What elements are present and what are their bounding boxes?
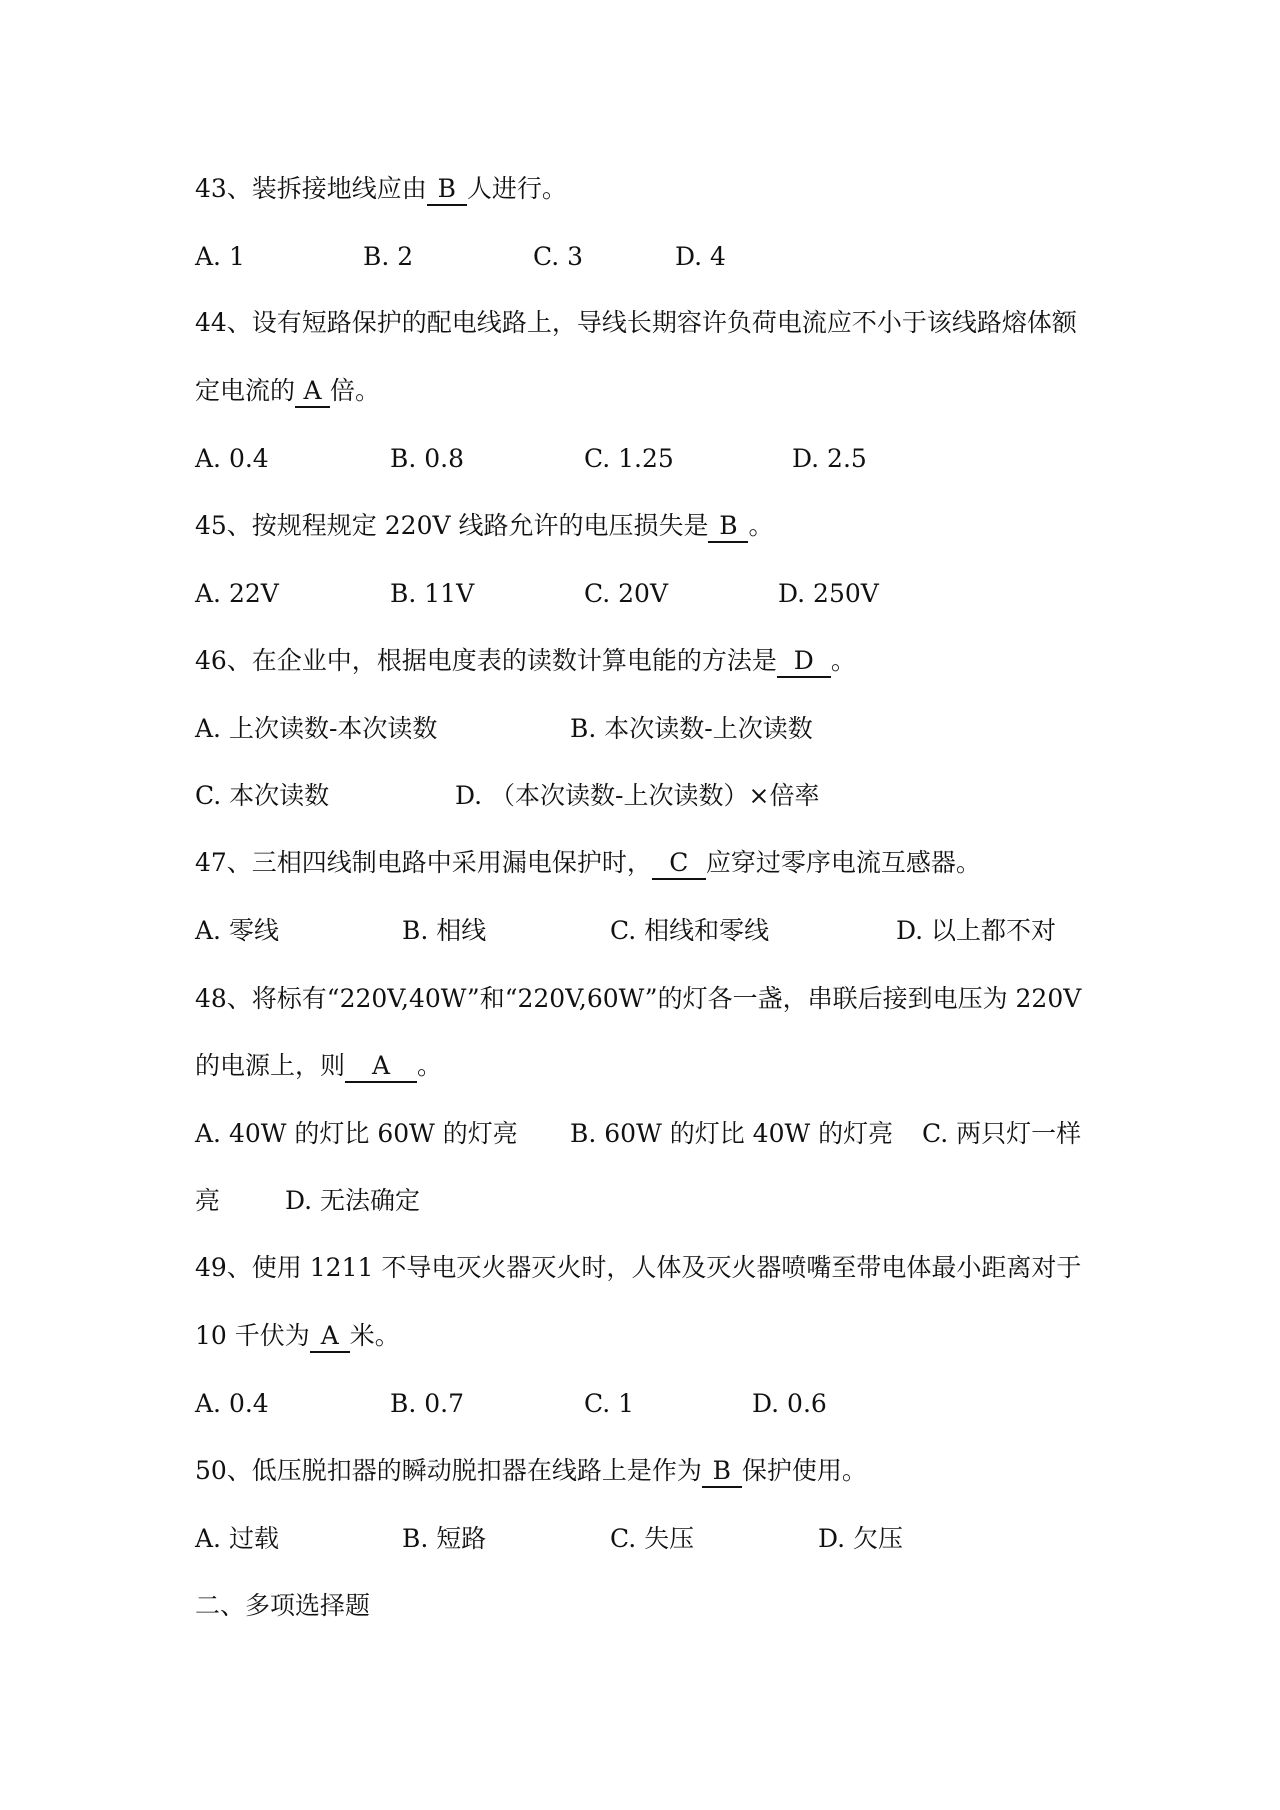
answer-blank: C bbox=[652, 848, 706, 880]
option-b: B. 2 bbox=[363, 242, 414, 271]
answer-blank: B bbox=[708, 511, 748, 543]
option-d: D. 4 bbox=[675, 242, 726, 271]
answer-blank: D bbox=[777, 646, 831, 678]
answer-blank: A bbox=[295, 376, 330, 408]
option-b: B. 短路 bbox=[402, 1524, 487, 1553]
option-b: B. 0.7 bbox=[390, 1389, 465, 1418]
question-44-cont bbox=[195, 374, 380, 408]
question-text: 10 千伏为 bbox=[195, 1321, 310, 1350]
answer-blank: B bbox=[702, 1456, 742, 1488]
question-text: 倍。 bbox=[330, 376, 381, 405]
question-text: 47、三相四线制电路中采用漏电保护时， bbox=[195, 848, 652, 877]
question-44: 44、设有短路保护的配电线路上，导线长期容许负荷电流应不小于该线路熔体额 bbox=[195, 308, 1077, 337]
option-b: B. 相线 bbox=[402, 916, 487, 945]
question-text: 应穿过零序电流互感器。 bbox=[705, 848, 981, 877]
question-48: 48、将标有“220V,40W”和“220V,60W”的灯各一盏，串联后接到电压为 220V bbox=[195, 984, 1082, 1013]
question-text: 米。 bbox=[349, 1321, 400, 1350]
option-a: A. 0.4 bbox=[195, 444, 269, 473]
question-45 bbox=[195, 509, 774, 543]
question-text: 。 bbox=[748, 511, 774, 540]
question-48-cont bbox=[195, 1049, 442, 1083]
question-text: 定电流的 bbox=[195, 376, 296, 405]
option-a: A. 1 bbox=[195, 242, 245, 271]
answer-blank: B bbox=[427, 174, 467, 206]
question-text: 。 bbox=[417, 1051, 443, 1080]
option-b: B. 60W 的灯比 40W 的灯亮 bbox=[570, 1119, 894, 1148]
option-d: D. 欠压 bbox=[818, 1524, 904, 1553]
option-d: D. （本次读数-上次读数）×倍率 bbox=[455, 781, 820, 810]
option-c: C. 1 bbox=[584, 1389, 635, 1418]
option-c: C. 20V bbox=[584, 579, 668, 608]
question-43 bbox=[195, 172, 567, 206]
question-47 bbox=[195, 846, 981, 880]
option-d: D. 2.5 bbox=[792, 444, 867, 473]
option-d: D. 250V bbox=[778, 579, 879, 608]
option-b: B. 本次读数-上次读数 bbox=[570, 714, 813, 743]
option-d: D. 0.6 bbox=[752, 1389, 827, 1418]
option-c: C. 失压 bbox=[610, 1524, 695, 1553]
option-c: C. 相线和零线 bbox=[610, 916, 770, 945]
question-text: 45、按规程规定 220V 线路允许的电压损失是 bbox=[195, 511, 709, 540]
option-c: C. 两只灯一样 bbox=[922, 1119, 1082, 1148]
option-c: C. 本次读数 bbox=[195, 781, 330, 810]
option-a: A. 0.4 bbox=[195, 1389, 269, 1418]
option-d: D. 以上都不对 bbox=[896, 916, 1057, 945]
question-text: 43、装拆接地线应由 bbox=[195, 174, 427, 203]
question-text: 46、在企业中，根据电度表的读数计算电能的方法是 bbox=[195, 646, 777, 675]
question-49: 49、使用 1211 不导电灭火器灭火时，人体及灭火器喷嘴至带电体最小距离对于 bbox=[195, 1253, 1082, 1282]
question-49-cont bbox=[195, 1319, 400, 1353]
option-a: A. 22V bbox=[195, 579, 279, 608]
section-heading: 二、多项选择题 bbox=[195, 1591, 371, 1620]
question-text: 。 bbox=[830, 646, 856, 675]
option-a: A. 40W 的灯比 60W 的灯亮 bbox=[195, 1119, 518, 1148]
option-c: C. 1.25 bbox=[584, 444, 674, 473]
option-b: B. 11V bbox=[390, 579, 475, 608]
option-d: D. 无法确定 bbox=[285, 1186, 421, 1215]
option-c-cont: 亮 bbox=[195, 1186, 221, 1215]
question-text: 人进行。 bbox=[466, 174, 567, 203]
question-46 bbox=[195, 644, 856, 678]
question-text: 的电源上，则 bbox=[195, 1051, 346, 1080]
option-a: A. 零线 bbox=[195, 916, 279, 945]
option-c: C. 3 bbox=[533, 242, 584, 271]
option-b: B. 0.8 bbox=[390, 444, 465, 473]
option-a: A. 过载 bbox=[195, 1524, 279, 1553]
answer-blank: A bbox=[345, 1051, 417, 1083]
question-50 bbox=[195, 1454, 867, 1488]
option-a: A. 上次读数-本次读数 bbox=[195, 714, 438, 743]
answer-blank: A bbox=[310, 1321, 350, 1353]
question-text: 50、低压脱扣器的瞬动脱扣器在线路上是作为 bbox=[195, 1456, 702, 1485]
question-text: 保护使用。 bbox=[741, 1456, 867, 1485]
